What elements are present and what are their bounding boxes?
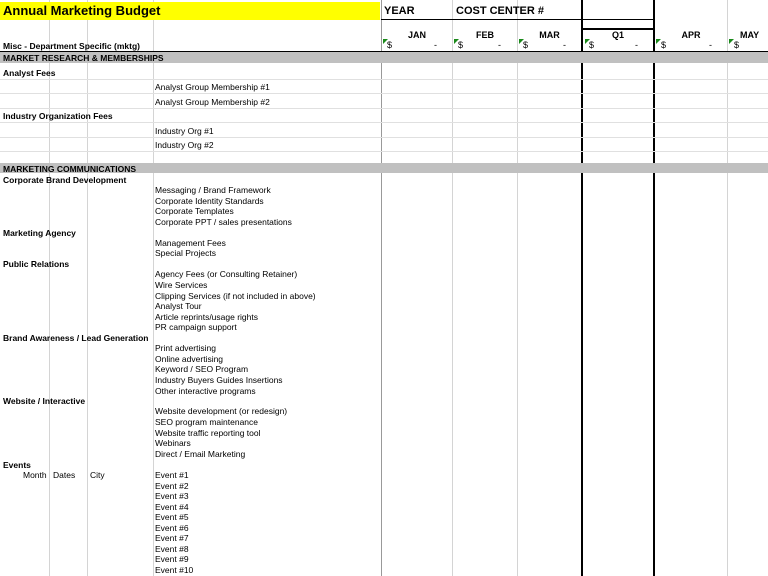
line-item[interactable]: Analyst Group Membership #1 (155, 82, 270, 92)
currency-symbol: $ (458, 40, 464, 50)
group-brand-awareness[interactable]: Brand Awareness / Lead Generation (3, 333, 149, 343)
line-item[interactable]: Website development (or redesign) (155, 406, 288, 416)
month-mar[interactable]: MAR (539, 30, 560, 40)
line-item[interactable]: Industry Org #2 (155, 140, 214, 150)
line-item[interactable]: SEO program maintenance (155, 417, 258, 427)
line-item[interactable]: Event #9 (155, 554, 189, 564)
events-city-header[interactable]: City (90, 470, 105, 480)
line-item[interactable]: Print advertising (155, 343, 216, 353)
row-line (0, 108, 768, 109)
currency-symbol: $ (734, 40, 740, 50)
header-border (381, 19, 654, 20)
line-item[interactable]: Industry Org #1 (155, 126, 214, 136)
zero-dash: - (709, 40, 712, 50)
group-website[interactable]: Website / Interactive (3, 396, 86, 406)
line-item[interactable]: Analyst Group Membership #2 (155, 97, 270, 107)
month-may[interactable]: MAY (740, 30, 760, 40)
grid-col (517, 0, 518, 576)
line-item[interactable]: Industry Buyers Guides Insertions (155, 375, 283, 385)
line-item[interactable]: Event #3 (155, 491, 189, 501)
grid-col (381, 0, 382, 576)
month-apr[interactable]: APR (681, 30, 701, 40)
year-label[interactable]: YEAR (384, 5, 415, 17)
grid-col (452, 0, 453, 576)
zero-dash: - (563, 40, 566, 50)
line-item[interactable]: Clipping Services (if not included in above) (155, 291, 316, 301)
zero-dash: - (635, 40, 638, 50)
grid-col (153, 0, 154, 576)
line-item[interactable]: Analyst Tour (155, 301, 202, 311)
line-item[interactable]: Other interactive programs (155, 386, 256, 396)
q1-left-border (581, 0, 583, 576)
zero-dash: - (498, 40, 501, 50)
q1-right-border (653, 0, 655, 576)
currency-symbol: $ (661, 40, 667, 50)
currency-symbol: $ (387, 40, 393, 50)
line-item[interactable]: Event #7 (155, 533, 189, 543)
line-item[interactable]: Management Fees (155, 238, 226, 248)
line-item[interactable]: Event #1 (155, 470, 189, 480)
events-month-header[interactable]: Month (23, 470, 47, 480)
line-item[interactable]: Keyword / SEO Program (155, 364, 249, 374)
month-feb[interactable]: FEB (476, 30, 494, 40)
line-item[interactable]: Event #4 (155, 502, 189, 512)
events-dates-header[interactable]: Dates (53, 470, 76, 480)
line-item[interactable]: Event #8 (155, 544, 189, 554)
group-industry-org[interactable]: Industry Organization Fees (3, 111, 113, 121)
row-line (0, 93, 768, 94)
line-item[interactable]: Website traffic reporting tool (155, 428, 261, 438)
line-item[interactable]: Event #6 (155, 523, 189, 533)
line-item[interactable]: Agency Fees (or Consulting Retainer) (155, 269, 298, 279)
zero-dash: - (434, 40, 437, 50)
group-analyst-fees[interactable]: Analyst Fees (3, 68, 56, 78)
grid-col (727, 0, 728, 576)
cost-center-label[interactable]: COST CENTER # (456, 5, 545, 17)
line-item[interactable]: Event #10 (155, 565, 194, 575)
grid-col (49, 0, 50, 576)
currency-symbol: $ (589, 40, 595, 50)
group-events[interactable]: Events (3, 460, 31, 470)
month-q1[interactable]: Q1 (611, 30, 624, 40)
sheet-title[interactable]: Annual Marketing Budget (0, 2, 380, 20)
line-item[interactable]: Messaging / Brand Framework (155, 185, 271, 195)
row-line (0, 79, 768, 80)
row-line (0, 151, 768, 152)
month-jan[interactable]: JAN (407, 30, 426, 40)
line-item[interactable]: Corporate PPT / sales presentations (155, 217, 292, 227)
line-item[interactable]: Webinars (155, 438, 191, 448)
line-item[interactable]: Corporate Templates (155, 206, 234, 216)
group-pr[interactable]: Public Relations (3, 259, 70, 269)
line-item[interactable]: Corporate Identity Standards (155, 196, 264, 206)
group-agency[interactable]: Marketing Agency (3, 228, 76, 238)
section-marketing-comms[interactable]: MARKETING COMMUNICATIONS (3, 164, 136, 174)
section-market-research[interactable]: MARKET RESEARCH & MEMBERSHIPS (3, 53, 164, 63)
line-item[interactable]: Online advertising (155, 354, 224, 364)
line-item[interactable]: Event #5 (155, 512, 189, 522)
line-item[interactable]: Direct / Email Marketing (155, 449, 246, 459)
currency-symbol: $ (523, 40, 529, 50)
line-item[interactable]: Article reprints/usage rights (155, 312, 258, 322)
group-corp-brand[interactable]: Corporate Brand Development (3, 175, 127, 185)
misc-row-label[interactable]: Misc - Department Specific (mktg) (3, 41, 140, 51)
line-item[interactable]: Wire Services (155, 280, 208, 290)
grid-col (87, 0, 88, 576)
row-line (0, 122, 768, 123)
line-item[interactable]: Event #2 (155, 481, 189, 491)
line-item[interactable]: Special Projects (155, 248, 216, 258)
line-item[interactable]: PR campaign support (155, 322, 237, 332)
row-line (0, 137, 768, 138)
